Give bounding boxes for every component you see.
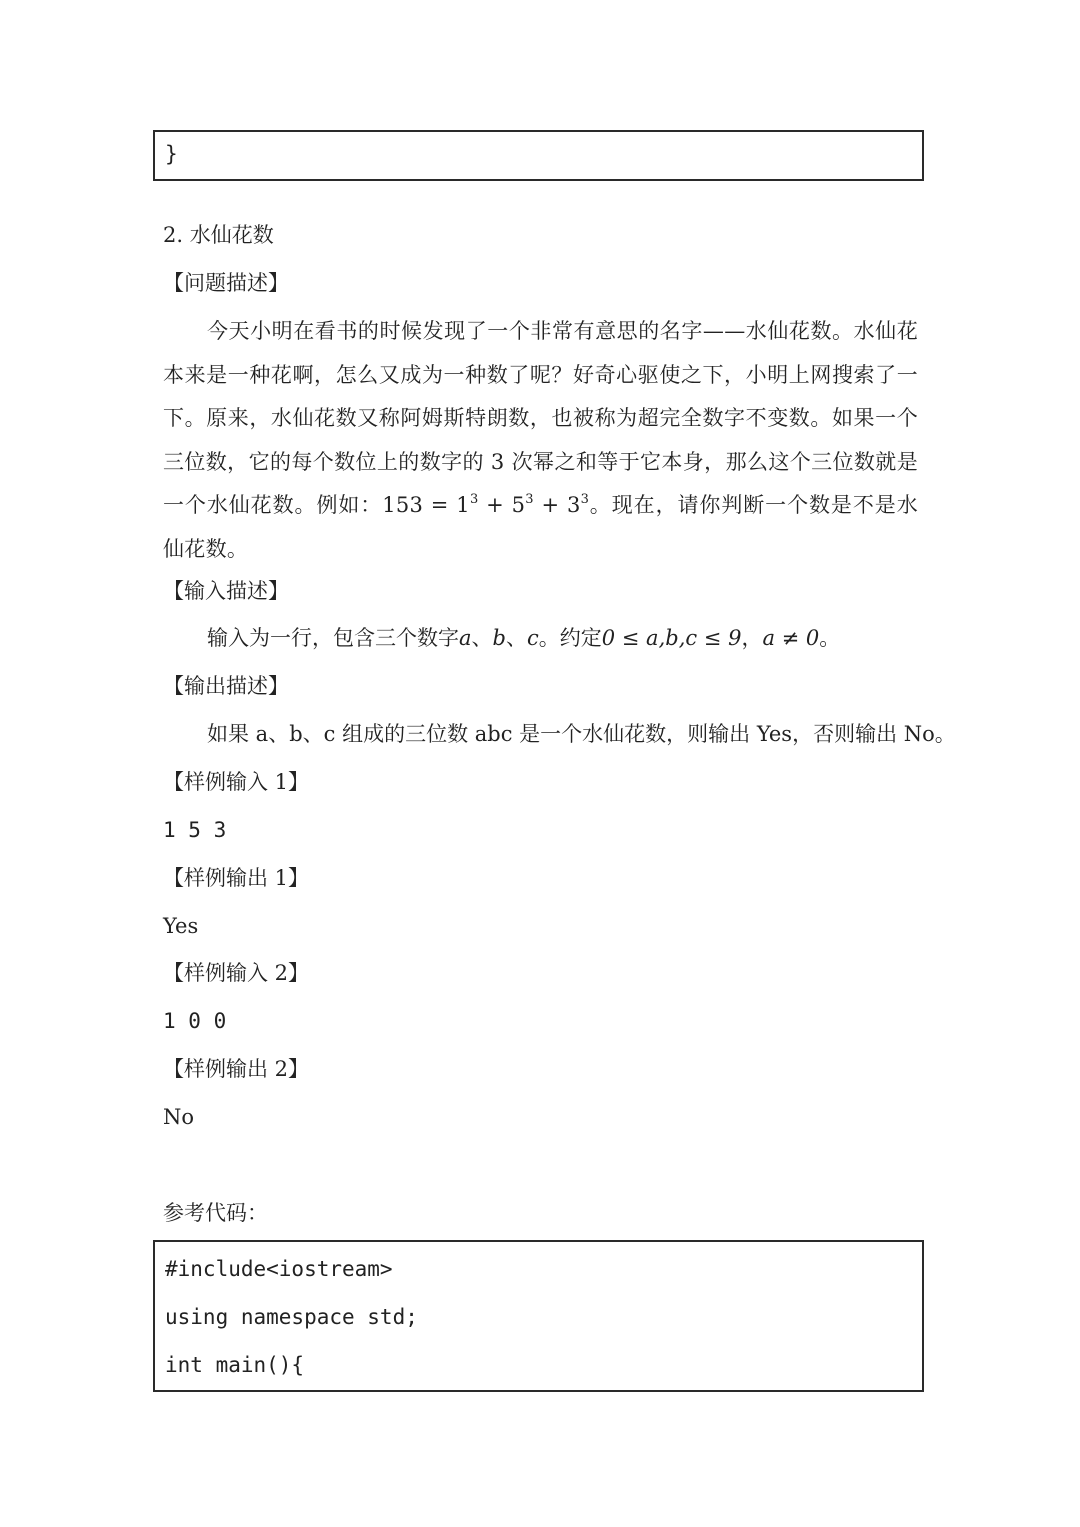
sample-input-1-value: 1 5 3 <box>163 818 227 842</box>
input-description: 输入为一行，包含三个数字a、b、c。约定0 ≤ a,b,c ≤ 9，a ≠ 0。 <box>207 626 841 650</box>
problem-description: 今天小明在看书的时候发现了一个非常有意思的名字——水仙花数。水仙花本来是一种花啊，怎么又成为一种数了呢？好奇心驱使之下，小明上网搜索了一下。原来，水仙花数又称阿姆斯特朗数，也被称为超完全数字不变数。如果一个三位数，它的每个数位上的数字的 3 次幂之和等于它本身，那么这个三位数就是一个水仙花数。例如：$153 = 1^3 + 5^3 + 3^3$。现在，请你判断一个数是不是水仙花数。 <box>163 319 918 561</box>
formula: $153 = 1^3 + 5^3 + 3^3$ <box>382 492 590 517</box>
input-heading: 【输入描述】 <box>163 579 289 603</box>
code-block-top <box>153 130 924 181</box>
section-title: 2. 水仙花数 <box>163 223 274 247</box>
sample-input-2-heading: 【样例输入 2】 <box>163 961 310 985</box>
constraint-nonzero: a ≠ 0 <box>762 626 820 650</box>
sample-input-2-value: 1 0 0 <box>163 1009 227 1033</box>
sample-input-1-heading: 【样例输入 1】 <box>163 770 310 794</box>
problem-heading: 【问题描述】 <box>163 271 289 295</box>
reference-code-label: 参考代码： <box>163 1201 268 1225</box>
sample-output-1-value: Yes <box>163 914 199 938</box>
code-line: using namespace std; <box>165 1305 418 1329</box>
sample-output-1-heading: 【样例输出 1】 <box>163 866 310 890</box>
output-description: 如果 a、b、c 组成的三位数 abc 是一个水仙花数，则输出 Yes，否则输出 No。 <box>207 722 956 746</box>
code-line: } <box>165 142 178 166</box>
code-block-bottom <box>153 1240 924 1392</box>
output-heading: 【输出描述】 <box>163 674 289 698</box>
code-line: int main(){ <box>165 1353 305 1377</box>
code-line: #include<iostream> <box>165 1257 393 1281</box>
sample-output-2-heading: 【样例输出 2】 <box>163 1057 310 1081</box>
constraint-range: 0 ≤ a,b,c ≤ 9 <box>601 626 742 650</box>
sample-output-2-value: No <box>163 1105 195 1129</box>
